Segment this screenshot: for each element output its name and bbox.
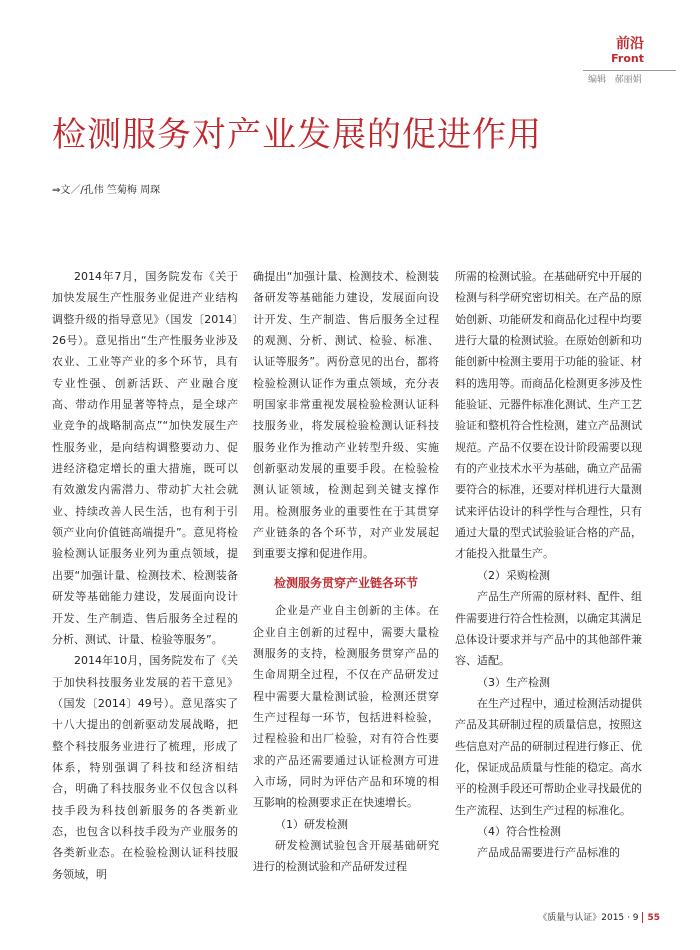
paragraph: 2014年7月，国务院发布《关于加快发展生产性服务业促进产业结构调整升级的指导意见》（国发〔2014〕26号）。意见指出“生产性服务业涉及农业、工业等产业的多个环节，具有专业性强、创新活跃、产业融合度高、带动作用显著等特点，是全球产业竞争的战略制高点”“加快发展生产性服务业，是向结构调整要动力、促进经济稳定增长的重大措施，既可以有效激发内需潜力、带动扩大社会就业、持续改善人民生活，也有利于引领产业向价值链高端提升”。意见将检验检测认证服务业列为重点领域，提出要“加强计量、检测技术、检测装备研发等基础能力建设，发展面向设计开发、生产制造、售后服务全过程的分析、测试、计量、检验等服务”。 <box>52 270 238 646</box>
section-title-zh: 前沿 <box>616 36 644 52</box>
author-line: ⇒文／/孔伟 竺菊梅 周琛 <box>52 185 161 196</box>
journal-issue: 《质量与认证》2015 · 9 <box>538 913 639 923</box>
footer-divider <box>642 912 643 923</box>
section-title-en: Front <box>611 52 644 65</box>
paragraph: 2014年10月，国务院发布了《关于加快科技服务业发展的若干意见》（国发〔2014〕49号）。意见落实了十八大提出的创新驱动发展战略，把整个科技服务业进行了梳理，形成了体系，特别强调了科技和经济相结合，明确了科技服务业不仅包含以科技手段为科技创新服务的各类新业态，也包含以科技手段为产业服务的各类新业态。在检验检测认证科技服务领域，明 <box>52 654 238 881</box>
section-subheading: 检测服务贯穿产业链各环节 <box>273 575 418 590</box>
paragraph: 所需的检测试验。在基础研究中开展的检测与科学研究密切相关。在产品的原始创新、功能研发和商品化过程中均要进行大量的检测试验。在原始创新和功能创新中检测主要用于功能的验证、材料的选用等。而商品化检测更多涉及性能验证、元器件标准化测试、生产工艺验证和整机符合性检测，建立产品测试规范。产品不仅要在设计阶段需要以现有的产业技术水平为基础，确立产品需要符合的标准，还要对样机进行大量测试来评估设计的科学性与合理性，只有通过大量的型式试验验证合格的产品，才能投入批量生产。 <box>455 270 642 561</box>
paragraph: 产品成品需要进行产品标准的 <box>477 846 620 860</box>
page-footer <box>538 912 660 924</box>
editor-credit: 编辑 郝丽娟 <box>588 75 642 85</box>
paragraph: 企业是产业自主创新的主体。在企业自主创新的过程中，需要大量检测服务的支持，检测服务贯穿产品的生命周期全过程，不仅在产品研发过程中需要大量检测试验，检测还贯穿生产过程每一环节，包括进料检验，过程检验和出厂检验，对有符合性要求的产品还需要通过认证检测方可进入市场，同时为评估产品和环境的相互影响的检测要求正在快速增长。 <box>253 604 439 810</box>
paragraph: 确提出“加强计量、检测技术、检测装备研发等基础能力建设，发展面向设计开发、生产制造、售后服务全过程的观测、分析、测试、检验、标准、认证等服务”。两份意见的出台，都将检验检测认证作为重点领域，充分表明国家非常重视发展检验检测认证科技服务业，将发展检验检测认证科技服务业作为推动产业转型升级、实施创新驱动发展的重要手段。在检验检测认证领域，检测起到关键支撑作用。检测服务业的重要性在于其贯穿产业链条的各个环节，对产业发展起到重要支撑和促进作用。 <box>253 270 439 561</box>
article-title: 检测服务对产业发展的促进作用 <box>52 115 542 155</box>
list-heading: （4）符合性检测 <box>477 824 561 838</box>
page-number: 55 <box>647 913 660 923</box>
text-column-1 <box>52 266 238 885</box>
list-heading: （3）生产检测 <box>477 675 550 689</box>
paragraph: 在生产过程中，通过检测活动提供产品及其研制过程的质量信息，按照这些信息对产品的研制过程进行修正、优化，保证成品质量与性能的稳定。高水平的检测手段还可帮助企业寻找最优的生产流程、达到生产过程的标准化。 <box>455 696 642 817</box>
section-header <box>611 36 644 66</box>
paragraph: 产品生产所需的原材料、配件、组件需要进行符合性检测，以确定其满足总体设计要求并与产品中的其他部件兼容、适配。 <box>455 590 642 668</box>
paragraph: 研发检测试验包含开展基础研究进行的检测试验和产品研发过程 <box>253 838 439 874</box>
text-column-2 <box>253 266 439 878</box>
text-column-3 <box>455 266 642 864</box>
list-heading: （2）采购检测 <box>477 568 550 582</box>
header-divider <box>583 70 676 71</box>
list-heading: （1）研发检测 <box>275 817 348 831</box>
